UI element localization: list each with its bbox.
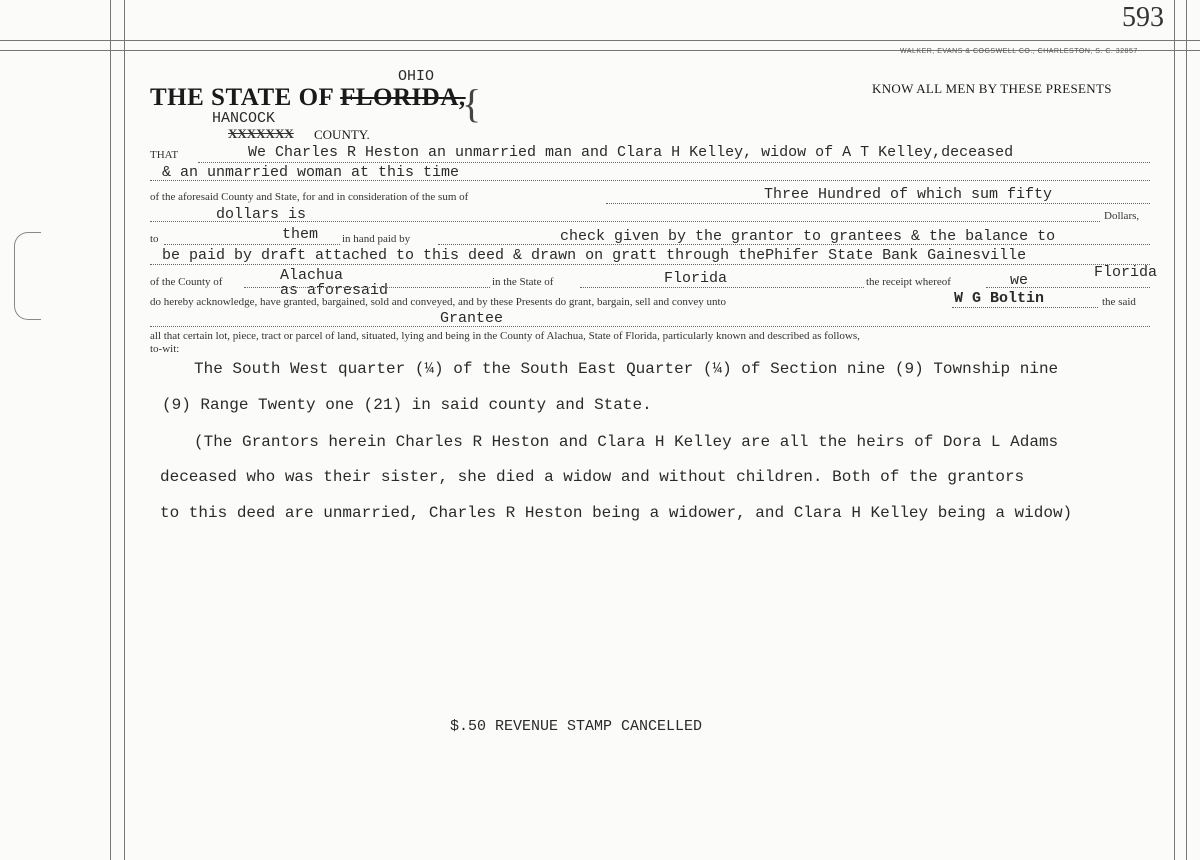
dotted-line: [150, 264, 1150, 265]
top-rule: [0, 40, 1200, 41]
description-line-5: to this deed are unmarried, Charles R Heston being a widower, and Clara H Kelley being a widow): [160, 504, 1073, 522]
label-to-wit: to-wit:: [150, 343, 180, 355]
brace: {: [462, 81, 482, 126]
state-printed: FLORIDA,: [340, 84, 466, 111]
to-whom: them: [282, 226, 319, 243]
dotted-line: [244, 287, 490, 288]
grantors-line2: & an unmarried woman at this time: [162, 164, 460, 181]
dotted-line: [580, 287, 864, 288]
state-prefix: THE STATE OF: [150, 84, 334, 111]
dotted-line: [198, 162, 1150, 163]
label-acknowledge: do hereby acknowledge, have granted, bargained, sold and conveyed, and by these Presents do grant, bargain, sell and convey unto: [150, 296, 727, 308]
description-line-4: deceased who was their sister, she died a widow and without children. Both of the grantors: [160, 468, 1025, 486]
county-struck: XXXXXXX: [228, 126, 294, 141]
dotted-line: [150, 326, 1150, 327]
label-receipt: the receipt whereof: [866, 276, 951, 288]
description-line-3: (The Grantors herein Charles R Heston and Clara H Kelley are all the heirs of Dora L Adams: [194, 433, 1059, 451]
label-in-state: in the State of: [492, 276, 554, 288]
receipt-by: we: [1010, 272, 1029, 289]
grantee-name: W G Boltin: [954, 290, 1045, 307]
label-the-said: the said: [1102, 296, 1136, 308]
dotted-line: [150, 180, 1150, 181]
page-number: 593: [1122, 2, 1164, 33]
state-of: Florida: [664, 270, 728, 287]
know-all-men: KNOW ALL MEN BY THESE PRESENTS: [872, 81, 1112, 96]
grantee-label: Grantee: [440, 310, 504, 327]
county-label: COUNTY.: [314, 127, 370, 142]
county-typed: HANCOCK: [212, 110, 276, 127]
dotted-line: [606, 203, 1150, 204]
label-to: to: [150, 233, 159, 245]
label-dollars: Dollars,: [1104, 210, 1140, 222]
dotted-line: [150, 221, 1100, 222]
paid-by-line1: check given by the grantor to grantees & the balance to: [560, 228, 1056, 245]
description-line-1: The South West quarter (¼) of the South East Quarter (¼) of Section nine (9) Township nine: [194, 360, 1059, 378]
right-margin-rule-2: [1186, 0, 1187, 860]
state-typed: OHIO: [398, 68, 435, 85]
state-of-2: Florida: [1094, 264, 1158, 281]
label-that: THAT: [150, 149, 179, 161]
as-aforesaid: as aforesaid: [280, 282, 389, 299]
state-heading: [150, 84, 466, 112]
description-line-2: (9) Range Twenty one (21) in said county and State.: [162, 396, 652, 414]
dollars-is: dollars is: [216, 206, 307, 223]
right-margin-rule: [1174, 0, 1175, 860]
sum-typed: Three Hundred of which sum fifty: [764, 186, 1053, 203]
printer-imprint: WALKER, EVANS & COGSWELL CO., CHARLESTON, S. C. 32857: [900, 48, 1138, 55]
binder-ring-mark: [14, 232, 41, 320]
label-all-that: all that certain lot, piece, tract or parcel of land, situated, lying and being in the County of Alachua, State of Florida, particularly known and described as follows,: [150, 330, 860, 342]
county-of: Alachua: [280, 267, 344, 284]
label-in-hand: in hand paid by: [342, 233, 411, 245]
label-aforesaid: of the aforesaid County and State, for and in consideration of the sum of: [150, 191, 469, 203]
grantors-line1: We Charles R Heston an unmarried man and Clara H Kelley, widow of A T Kelley,deceased: [248, 144, 1014, 161]
label-of-county: of the County of: [150, 276, 223, 288]
left-margin-rule: [110, 0, 111, 860]
paid-by-line2: be paid by draft attached to this deed & drawn on gratt through thePhifer State Bank Gainesville: [162, 247, 1027, 264]
dotted-line: [952, 307, 1098, 308]
left-margin-rule-2: [124, 0, 125, 860]
revenue-stamp-note: $.50 REVENUE STAMP CANCELLED: [450, 718, 703, 735]
dotted-line: [164, 244, 340, 245]
